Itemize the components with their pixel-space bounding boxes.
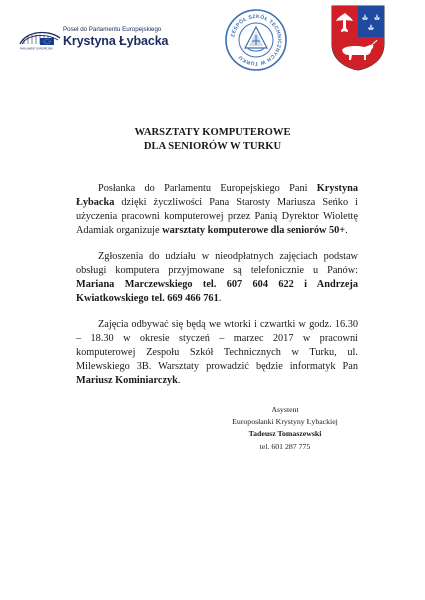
ep-caption: PARLAMENT EUROPEJSKI [20,47,53,51]
instructor-name: Mariusz Kominiarczyk [76,375,178,386]
lily-field-icon [358,6,384,37]
document-title [0,126,425,153]
mep-name: Krystyna Łybacka [76,183,358,208]
signature-org: Europosłanki Krystyny Łybackiej [232,417,338,427]
signature-name: Tadeusz Tomaszewski [248,429,322,439]
letterhead [0,0,425,75]
contact-details: Mariana Marczewskiego tel. 607 604 622 i Andrzeja Kwiatkowskiego tel. 669 466 761 [76,279,358,304]
school-seal-logo [224,8,288,72]
document-body [76,182,358,400]
paragraph-intro: Posłanka do Parlamentu Europejskiego Pani Krystyna Łybacka dzięki życzliwości Pana Starosty Mariusza Seńko i użyczenia pracowni komputerowej przez Panią Dyrektor Wiolettę Adamiak organizuje warsztaty komputerowe dla seniorów 50+. [76,183,358,236]
paragraph-schedule: Zajęcia odbywać się będą we wtorki i czwartki w godz. 16.30 – 18.30 w okresie styczeń – marzec 2017 w pracowni komputerowej Zespołu Szkół Technicznych w Turku, ul. Milewskiego 3B. Warsztaty prowadzić będzie informatyk Pan Mariusz Kominiarczyk. [76,319,358,386]
title-line-1: WARSZTATY KOMPUTEROWE [134,127,291,138]
ep-logo-block [18,25,208,51]
signature-block [200,404,370,453]
signature-phone: tel. 601 287 775 [259,441,311,451]
signature-role: Asystent [271,405,299,414]
european-parliament-logo [18,25,62,51]
workshop-highlight: warsztaty komputerowe dla seniorów 50+ [162,225,346,236]
paragraph-registration: Zgłoszenia do udziału w nieodpłatnych zajęciach podstaw obsługi komputera przyjmowane są telefonicznie u Panów: Mariana Marczewskiego tel. 607 604 622 i Andrzeja Kwiatkowskiego tel. 669 466 761. [76,251,358,304]
title-line-2: DLA SENIORÓW W TURKU [143,140,282,152]
seal-text: ZESPÓŁ SZKÓŁ TECHNICZNYCH W TURKU [230,13,283,67]
ep-subtitle: Poseł do Parlamentu Europejskiego [63,26,162,33]
ep-name: Krystyna Łybacka [63,34,169,48]
coat-of-arms-logo [330,4,386,72]
